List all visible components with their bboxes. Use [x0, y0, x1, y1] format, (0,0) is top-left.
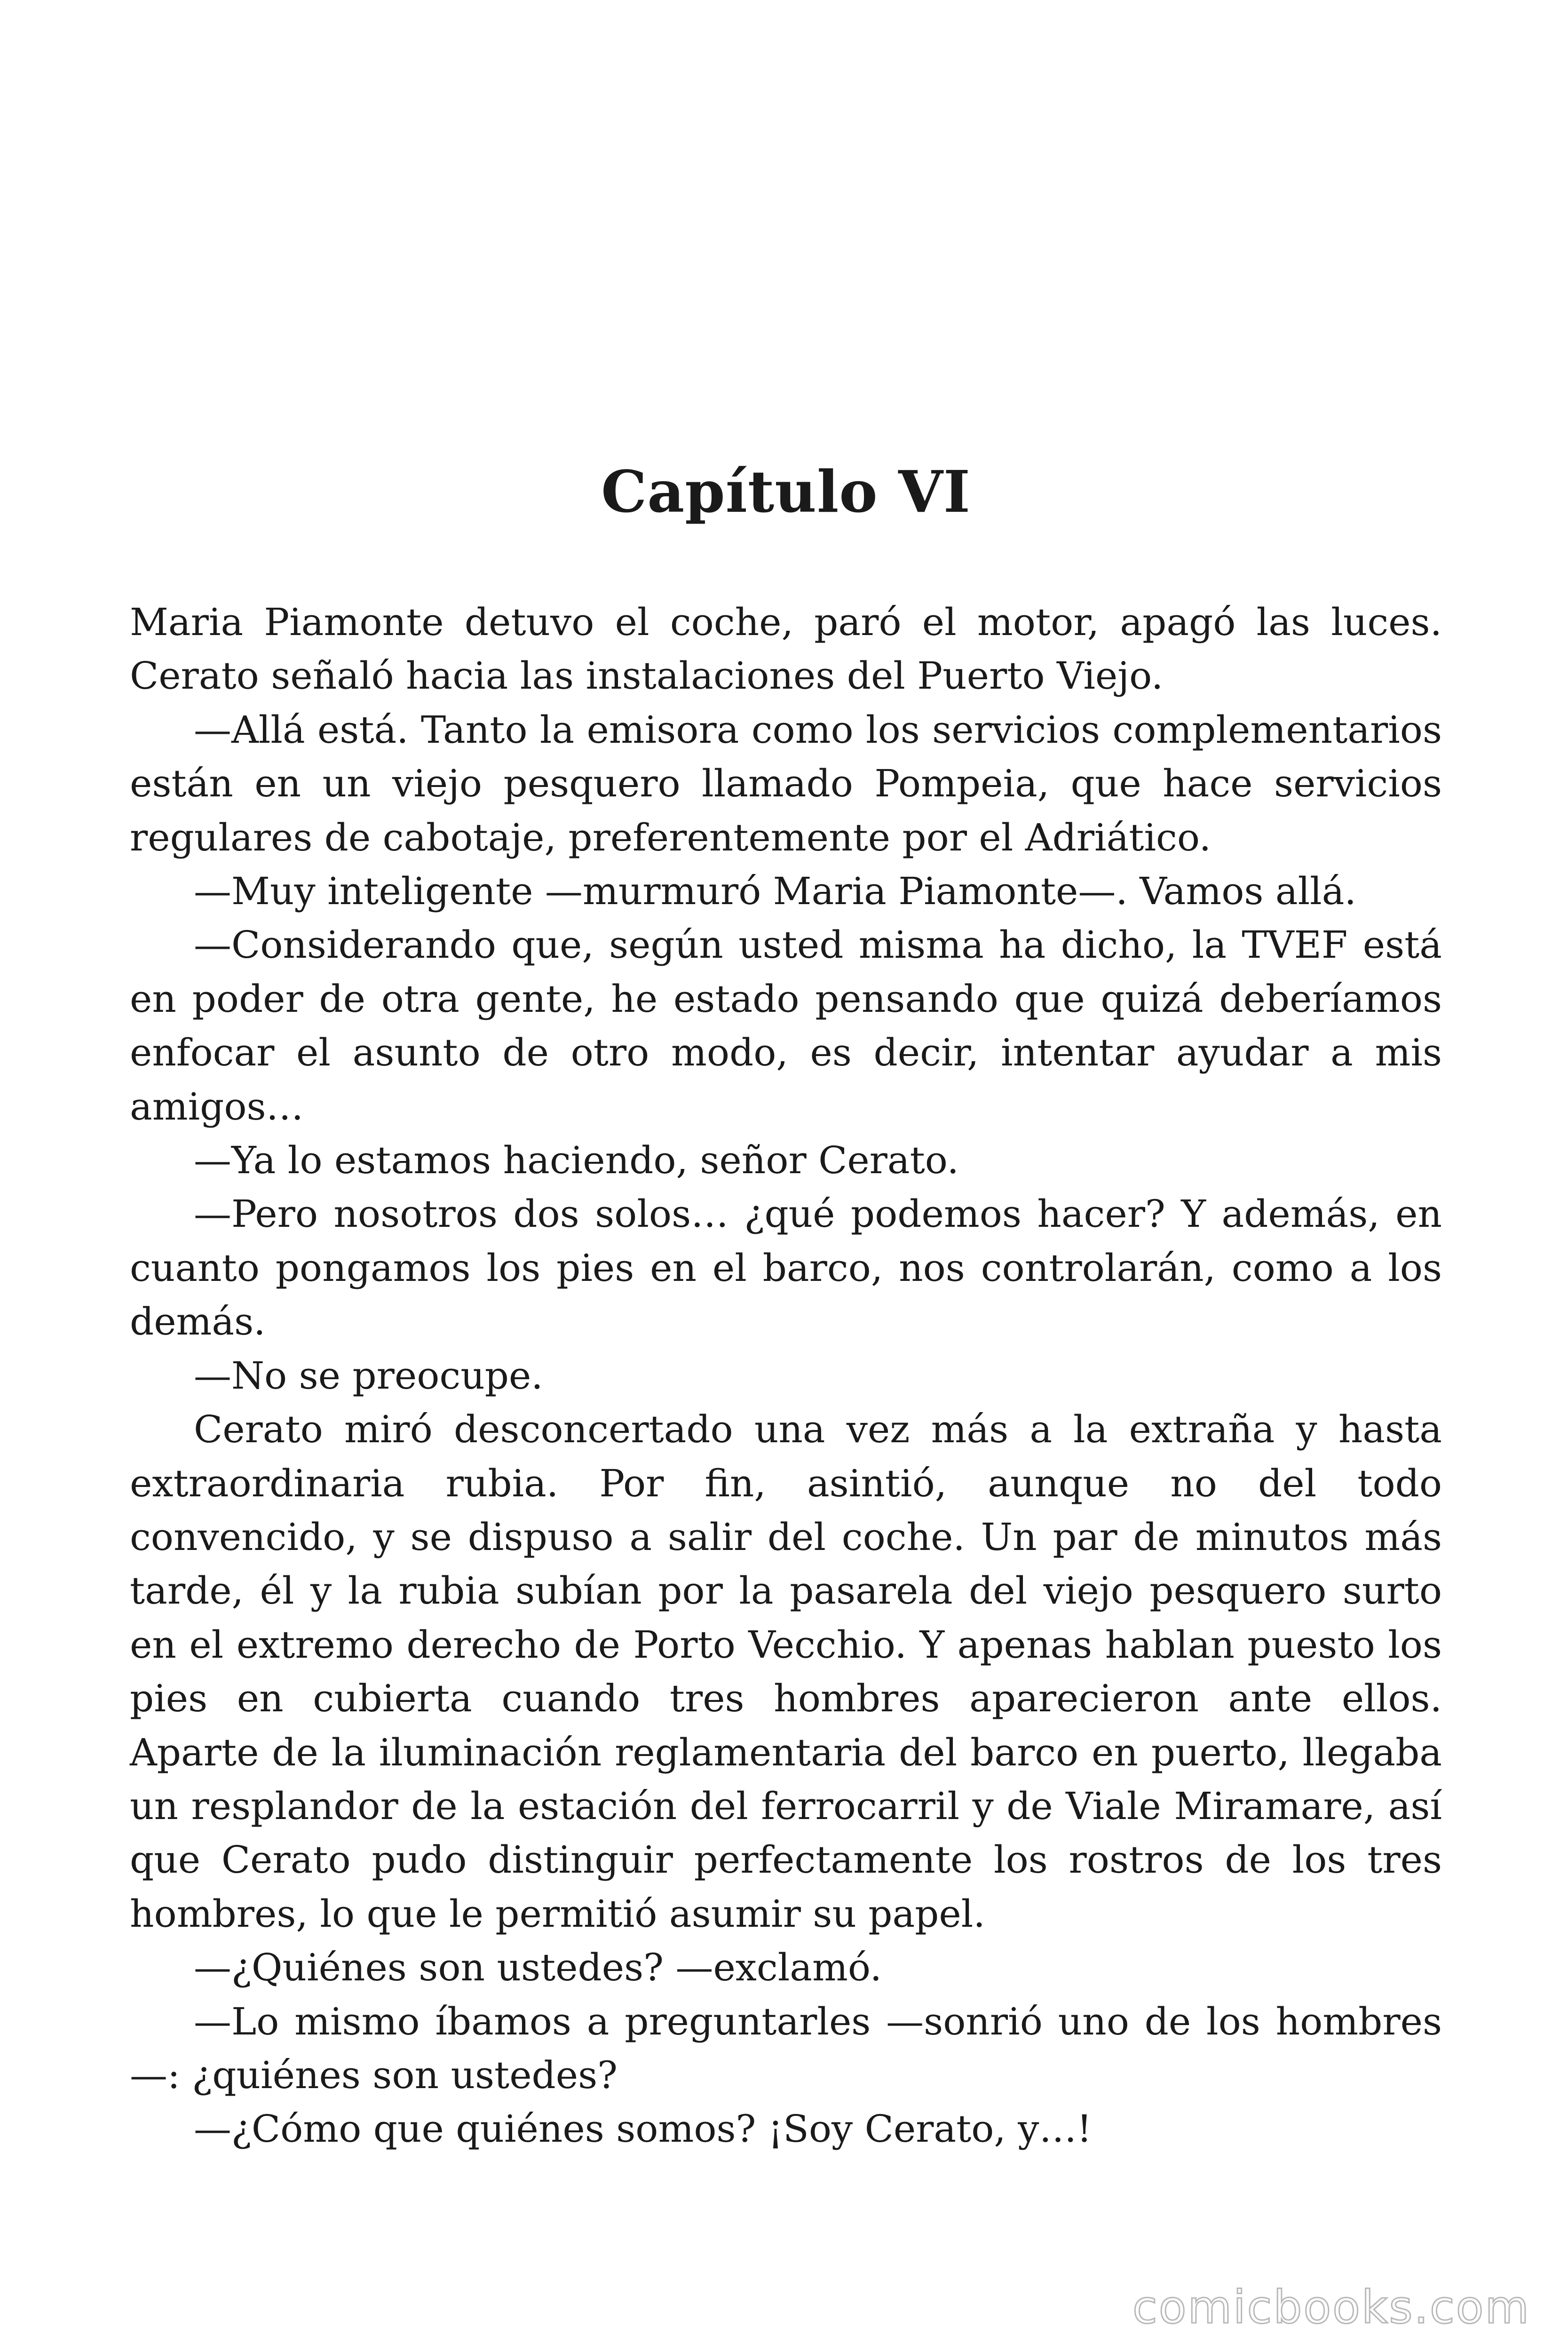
book-page [130, 0, 1442, 2352]
paragraph: —Lo mismo íbamos a preguntarles —sonrió uno de los hombres —: ¿quiénes son ustedes? [130, 1999, 1442, 2097]
paragraph: —¿Cómo que quiénes somos? ¡Soy Cerato, y…! [194, 2107, 1092, 2151]
paragraph: —Pero nosotros dos solos… ¿qué podemos hacer? Y además, en cuanto pongamos los pies en el barco, nos controlarán, como a los demás. [130, 1192, 1442, 1344]
paragraph: Maria Piamonte detuvo el coche, paró el motor, apagó las luces. Cerato señaló hacia las instalaciones del Puerto Viejo. [130, 600, 1442, 698]
watermark: comicbooks.com [1132, 2281, 1530, 2334]
paragraph: —¿Quiénes son ustedes? —exclamó. [194, 1946, 882, 1990]
paragraph: Cerato miró desconcertado una vez más a la extraña y hasta extraordinaria rubia. Por fin, asintió, aunque no del todo convencido, y se dispuso a salir del coche. Un par de minutos más tarde, él y la rubia subían por la pasarela del viejo pesquero surto en el extremo derecho de Porto Vecchio. Y apenas hablan puesto los pies en cubierta cuando tres hombres aparecieron ante ellos. Aparte de la iluminación reglamentaria del barco en puerto, llegaba un resplandor de la estación del ferrocarril y de Viale Miramare, así que Cerato pudo distinguir perfectamente los rostros de los tres hombres, lo que le permitió asumir su papel. [130, 1407, 1442, 1936]
paragraph: —Allá está. Tanto la emisora como los servicios complementarios están en un viejo pesquero llamado Pompeia, que hace servicios regulares de cabotaje, preferentemente por el Adriático. [130, 707, 1442, 859]
paragraph: —Ya lo estamos haciendo, señor Cerato. [194, 1138, 959, 1183]
chapter-title: Capítulo VI [601, 458, 971, 525]
chapter-body [130, 596, 1442, 2156]
paragraph: —Considerando que, según usted misma ha dicho, la TVEF está en poder de otra gente, he estado pensando que quizá deberíamos enfocar el asunto de otro modo, es decir, intentar ayudar a mis amigos… [130, 923, 1442, 1128]
paragraph: —Muy inteligente —murmuró Maria Piamonte—. Vamos allá. [194, 869, 1356, 914]
paragraph: —No se preocupe. [194, 1353, 543, 1398]
